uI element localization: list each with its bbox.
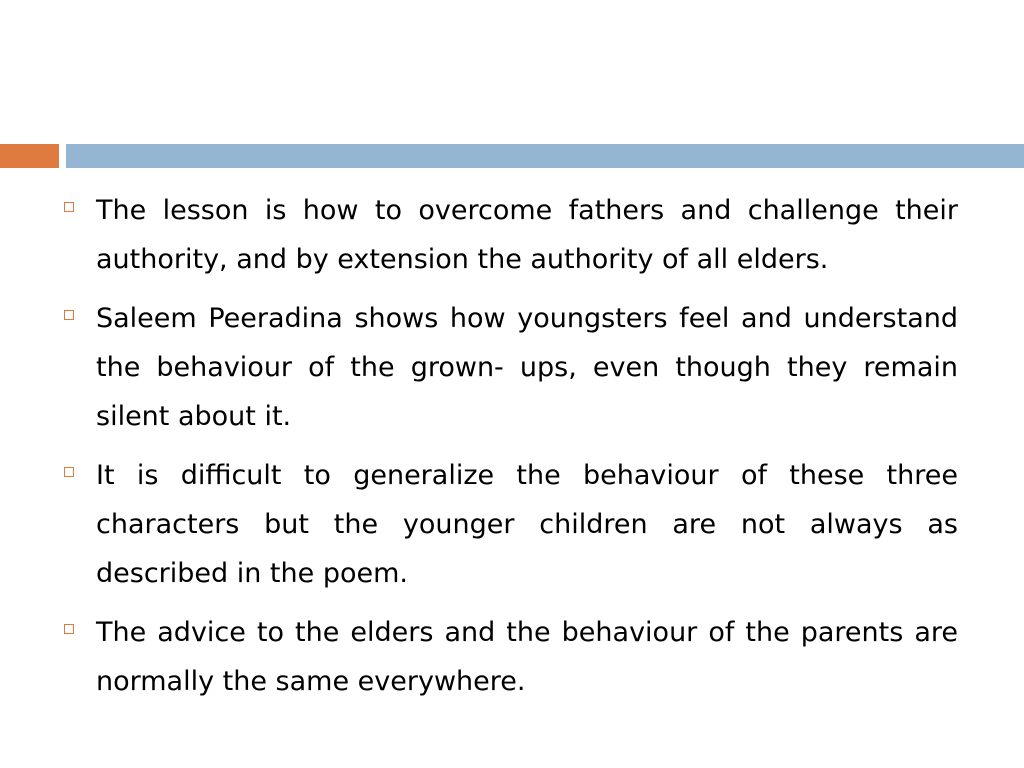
accent-bar-right [66,144,1024,168]
bullet-item [60,294,958,441]
bullet-item [60,608,958,706]
bullet-item [60,186,958,284]
hollow-square-bullet-icon [64,310,74,320]
bullet-text: The lesson is how to overcome fathers and challenge their authority, and by extension the authority of all elders. [96,195,958,275]
hollow-square-bullet-icon [64,202,74,212]
bullet-text: Saleem Peeradina shows how youngsters feel and understand the behaviour of the grown- ups, even though they remain silent about it. [96,303,958,432]
bullet-text: The advice to the elders and the behaviour of the parents are normally the same everywhere. [96,617,958,697]
bullet-item [60,451,958,598]
accent-block-left [0,144,59,168]
hollow-square-bullet-icon [64,624,74,634]
bullet-list [60,186,958,716]
hollow-square-bullet-icon [64,467,74,477]
bullet-text: It is difficult to generalize the behaviour of these three characters but the younger children are not always as described in the poem. [96,460,958,589]
